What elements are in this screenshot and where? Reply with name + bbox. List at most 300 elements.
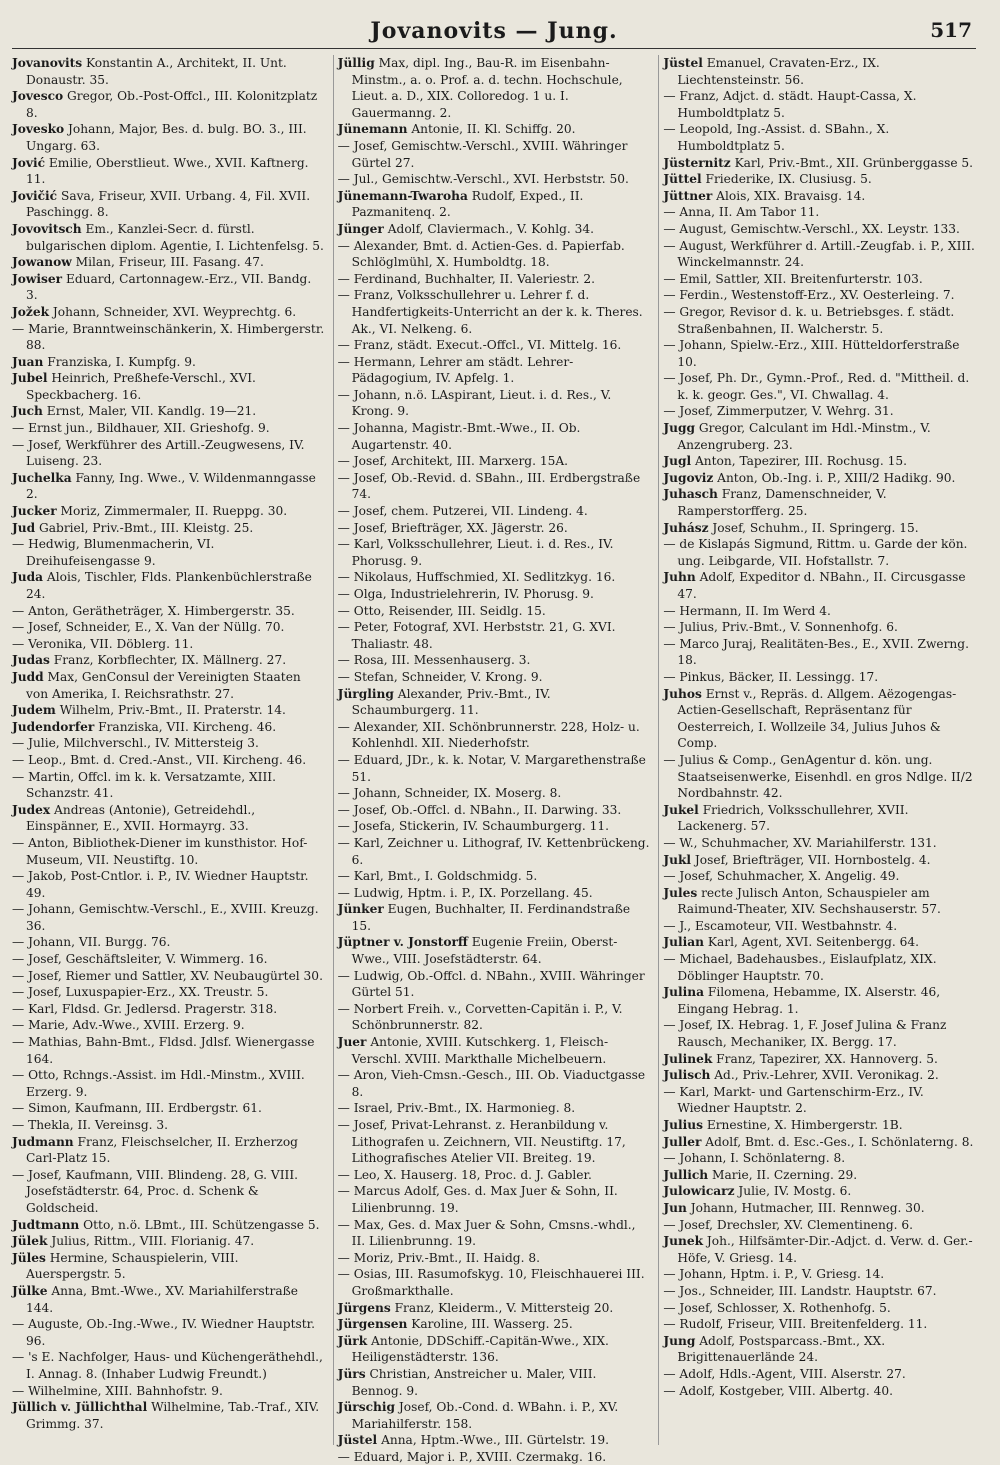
entry-details: Karoline, III. Wasserg. 25.	[411, 1317, 573, 1332]
entry-name: —	[337, 1449, 350, 1464]
entry-name: —	[663, 122, 676, 137]
directory-entry	[663, 520, 976, 537]
entry-details: Stefan, Schneider, V. Krong. 9.	[353, 669, 543, 684]
directory-entry	[663, 984, 976, 1017]
directory-entry	[663, 1316, 976, 1333]
directory-entry	[663, 271, 976, 288]
entry-name: —	[663, 288, 676, 303]
directory-entry	[338, 719, 651, 752]
entry-name: Jovesco	[12, 89, 64, 104]
entry-details: Hedwig, Blumenmacherin, VI. Dreihufeisengasse 9.	[26, 537, 215, 568]
entry-name: —	[12, 835, 25, 850]
entry-name: —	[12, 935, 25, 950]
entry-details: Julius, Rittm., VIII. Florianig. 47.	[51, 1234, 255, 1249]
entry-details: Franziska, I. Kumpfg. 9.	[47, 354, 196, 369]
directory-entry	[338, 171, 651, 188]
directory-entry	[12, 1349, 325, 1382]
entry-details: Marie, Adv.-Wwe., XVIII. Erzerg. 9.	[28, 1018, 245, 1033]
directory-entry	[12, 271, 325, 304]
entry-details: Adolf, Hdls.-Agent, VIII. Alserstr. 27.	[679, 1366, 906, 1381]
directory-entry	[12, 437, 325, 470]
entry-name: Jüsternitz	[663, 155, 731, 170]
entry-details: Alois, XIX. Bravaisg. 14.	[716, 188, 866, 203]
directory-entry	[663, 868, 976, 885]
entry-name: Julowicarz	[663, 1184, 735, 1199]
directory-entry	[12, 1017, 325, 1034]
entry-details: Heinrich, Preßhefe-Verschl., XVI. Speckbacherg. 16.	[26, 371, 256, 402]
entry-details: Anton, Tapezirer, III. Rochusg. 15.	[695, 454, 907, 469]
entry-name: —	[12, 1167, 25, 1182]
column-2	[333, 55, 651, 1464]
entry-name: Juer	[337, 1035, 367, 1050]
directory-entry	[663, 238, 976, 271]
entry-name: Jüllich v. Jüllichthal	[12, 1400, 148, 1415]
entry-name: Junek	[663, 1234, 704, 1249]
entry-details: Eugenie Freiin, Oberst-Wwe., VIII. Josefstädterstr. 64.	[351, 935, 618, 967]
directory-entry	[338, 1034, 651, 1067]
entry-details: Josef, Kaufmann, VIII. Blindeng. 28, G. VIII. Josefstädterstr. 64, Proc. d. Schenk & Goldscheid.	[26, 1167, 299, 1215]
entry-name: Judd	[12, 669, 44, 684]
directory-entry	[338, 934, 651, 967]
entry-details: Alexander, Priv.-Bmt., IV. Schaumburgerg. 11.	[351, 686, 551, 718]
entry-details: Aron, Vieh-Cmsn.-Gesch., III. Ob. Viaductgasse 8.	[351, 1068, 646, 1099]
running-title: Jovanovits — Jung.	[370, 18, 618, 44]
directory-entry	[12, 155, 325, 188]
entry-name: —	[663, 1383, 676, 1398]
entry-details: Eduard, Major i. P., XVIII. Czermakg. 16.	[353, 1449, 607, 1464]
entry-name: —	[337, 752, 350, 767]
entry-name: —	[663, 918, 676, 933]
entry-details: Josef, Schuhmacher, X. Angelig. 49.	[679, 869, 900, 884]
entry-name: Jünemann	[337, 122, 408, 137]
entry-name: Jünker	[337, 902, 384, 917]
directory-entry	[338, 188, 651, 221]
directory-entry	[663, 1333, 976, 1366]
entry-name: Jürgling	[337, 686, 394, 701]
entry-name: —	[663, 271, 676, 286]
directory-entry	[338, 1316, 651, 1333]
entry-name: —	[337, 1068, 350, 1083]
entry-details: Adolf, Postsparcass.-Bmt., XX. Brigittenauerlände 24.	[677, 1333, 886, 1365]
entry-name: —	[12, 1018, 25, 1033]
entry-name: —	[337, 387, 350, 402]
entry-details: Milan, Friseur, III. Fasang. 47.	[75, 255, 264, 270]
directory-entry	[12, 1134, 325, 1167]
entry-details: Adolf, Bmt. d. Esc.-Ges., I. Schönlaterng. 8.	[705, 1134, 974, 1149]
entry-name: —	[663, 304, 676, 319]
directory-entry	[338, 387, 651, 420]
entry-details: Osias, III. Rasumofskyg. 10, Fleischhauerei III. Großmarkthalle.	[351, 1267, 645, 1298]
entry-details: Johann, VII. Burgg. 76.	[28, 935, 171, 950]
entry-details: Franziska, VII. Kircheng. 46.	[98, 719, 277, 734]
entry-details: Anton, Bibliothek-Diener im kunsthistor. Hof-Museum, VII. Neustiftg. 10.	[26, 835, 308, 867]
entry-details: 's E. Nachfolger, Haus- und Küchengeräthehdl., I. Annag. 8. (Inhaber Ludwig Freundt.)	[26, 1350, 323, 1381]
entry-details: Wilhelm, Priv.-Bmt., II. Praterstr. 14.	[59, 703, 286, 718]
directory-entry	[338, 686, 651, 719]
entry-name: Juhász	[663, 520, 709, 535]
directory-entry	[12, 1117, 325, 1134]
entry-details: Josef, Gemischtw.-Verschl., XVIII. Währinger Gürtel 27.	[351, 138, 628, 170]
directory-entry	[663, 403, 976, 420]
directory-entry	[338, 885, 651, 902]
entry-name: Jüstel	[663, 56, 703, 70]
entry-name: —	[663, 1366, 676, 1381]
directory-entry	[338, 1399, 651, 1432]
directory-entry	[663, 1183, 976, 1200]
entry-details: Johanna, Magistr.-Bmt.-Wwe., II. Ob. Augartenstr. 40.	[351, 421, 581, 452]
entry-name: Jubel	[12, 371, 48, 386]
directory-entry	[663, 1134, 976, 1151]
directory-entry	[12, 603, 325, 620]
entry-details: Ferdinand, Buchhalter, II. Valeriestr. 2.	[353, 271, 595, 286]
entry-details: August, Gemischtw.-Verschl., XX. Leystr. 133.	[679, 221, 960, 236]
entry-details: Friedrich, Volksschullehrer, XVII. Lackenerg. 57.	[677, 802, 909, 834]
entry-details: Gabriel, Priv.-Bmt., III. Kleistg. 25.	[39, 520, 254, 535]
entry-details: Julius, Priv.-Bmt., V. Sonnenhofg. 6.	[679, 620, 898, 635]
entry-details: Nikolaus, Huffschmied, XI. Sedlitzkyg. 16.	[353, 570, 616, 585]
directory-entry	[12, 88, 325, 121]
entry-name: —	[337, 620, 350, 635]
directory-entry	[12, 968, 325, 985]
entry-details: Leopold, Ing.-Assist. d. SBahn., X. Humboldtplatz 5.	[677, 122, 890, 153]
directory-entry	[663, 486, 976, 519]
directory-entry	[338, 1117, 651, 1167]
directory-entry	[338, 138, 651, 171]
directory-entry	[12, 652, 325, 669]
entry-details: Adolf, Expeditor d. NBahn., II. Circusgasse 47.	[677, 570, 966, 601]
entry-name: Jülek	[12, 1234, 48, 1249]
directory-entry	[338, 453, 651, 470]
directory-entry	[338, 420, 651, 453]
directory-entry	[12, 1399, 325, 1432]
entry-details: Josef, Schuhm., II. Springerg. 15.	[712, 520, 919, 535]
directory-entry	[12, 1067, 325, 1100]
entry-details: Max, dipl. Ing., Bau-R. im Eisenbahn-Minstm., a. o. Prof. a. d. techn. Hochschule, Lieut. a. D., XIX. Colloredog. 1 u. I. Gauermanng. 2.	[351, 56, 623, 120]
entry-details: Anna, II. Am Tabor 11.	[679, 205, 820, 220]
entry-details: Johann, Schneider, XVI. Weyprechtg. 6.	[52, 304, 297, 319]
directory-entry	[338, 785, 651, 802]
directory-entry	[663, 669, 976, 686]
entry-name: —	[663, 1151, 676, 1166]
entry-name: Juhasch	[663, 487, 718, 502]
entry-name: Juhn	[663, 570, 696, 585]
directory-entry	[663, 636, 976, 669]
entry-name: —	[12, 421, 25, 436]
entry-details: Mathias, Bahn-Bmt., Fldsd. Jdlsf. Wienergasse 164.	[26, 1035, 315, 1066]
directory-entry	[12, 835, 325, 868]
entry-name: —	[12, 603, 25, 618]
entry-details: Karl, Markt- und Gartenschirm-Erz., IV. Wiedner Hauptstr. 2.	[677, 1084, 924, 1116]
entry-name: —	[12, 968, 25, 983]
entry-name: —	[337, 470, 350, 485]
entry-name: —	[337, 885, 350, 900]
entry-details: Eduard, Cartonnagew.-Erz., VII. Bandg. 3.	[26, 271, 312, 303]
entry-details: Johann, Schneider, IX. Moserg. 8.	[353, 786, 562, 801]
directory-entry	[338, 503, 651, 520]
directory-entry	[663, 204, 976, 221]
entry-details: Josef, Ph. Dr., Gymn.-Prof., Red. d. "Mittheil. d. k. k. geogr. Ges.", VI. Chwallag. 4.	[677, 371, 970, 402]
entry-name: Jukel	[663, 802, 699, 817]
entry-name: —	[663, 603, 676, 618]
entry-details: Auguste, Ob.-Ing.-Wwe., IV. Wiedner Hauptstr. 96.	[26, 1317, 316, 1348]
entry-name: —	[337, 819, 350, 834]
entry-details: Jos., Schneider, III. Landstr. Hauptstr. 67.	[679, 1283, 937, 1298]
entry-details: Jul., Gemischtw.-Verschl., XVI. Herbststr. 50.	[353, 172, 629, 187]
entry-name: —	[663, 537, 676, 552]
entry-name: —	[337, 587, 350, 601]
entry-name: —	[337, 719, 350, 734]
entry-details: Max, Ges. d. Max Juer & Sohn, Cmsns.-whdl., II. Lilienbrunng. 19.	[351, 1217, 636, 1249]
entry-name: Jüttel	[663, 172, 702, 187]
entry-details: Franz, Fleischselcher, II. Erzherzog Carl-Platz 15.	[26, 1134, 298, 1166]
entry-name: Jud	[12, 520, 36, 535]
entry-name: Jules	[663, 885, 698, 900]
entry-name: —	[337, 338, 350, 353]
entry-name: —	[663, 1267, 676, 1282]
entry-name: —	[12, 1317, 25, 1332]
directory-entry	[12, 536, 325, 569]
entry-name: —	[337, 1118, 350, 1132]
entry-name: —	[337, 1267, 350, 1282]
entry-details: Josef, Briefträger, XX. Jägerstr. 26.	[353, 520, 568, 535]
entry-details: Josef, Luxuspapier-Erz., XX. Treustr. 5.	[28, 985, 269, 1000]
entry-details: Adolf, Kostgeber, VIII. Albertg. 40.	[679, 1383, 893, 1398]
entry-details: Marie, Branntweinschänkerin, X. Himbergerstr. 88.	[26, 321, 325, 353]
directory-entry	[12, 370, 325, 403]
directory-entry	[663, 1017, 976, 1050]
directory-entry	[663, 1117, 976, 1134]
entry-name: —	[337, 1167, 350, 1182]
directory-entry	[12, 619, 325, 636]
directory-entry	[12, 569, 325, 602]
entry-details: Franz, Volksschullehrer u. Lehrer f. d. Handfertigkeits-Unterricht an der k. k. Theres. Ak., VI. Nelkeng. 6.	[351, 288, 643, 336]
directory-entry	[338, 752, 651, 785]
entry-name: Jüllig	[337, 56, 375, 70]
entry-name: —	[12, 1068, 25, 1083]
directory-entry	[338, 802, 651, 819]
page-header	[12, 14, 976, 49]
entry-details: Josefa, Stickerin, IV. Schaumburgerg. 11.	[353, 819, 610, 834]
entry-details: Wilhelmine, Tab.-Traf., XIV. Grimmg. 37.	[26, 1400, 320, 1431]
directory-entry	[338, 868, 651, 885]
directory-entry	[12, 221, 325, 254]
entry-name: —	[663, 1217, 676, 1232]
entry-details: Ernestine, X. Himbergerstr. 1B.	[706, 1118, 903, 1132]
directory-entry	[663, 1300, 976, 1317]
directory-entry	[338, 619, 651, 652]
directory-entry	[663, 951, 976, 984]
entry-name: —	[663, 1283, 676, 1298]
entry-name: —	[663, 404, 676, 419]
entry-name: Jovanovits	[12, 56, 83, 70]
directory-entry	[663, 188, 976, 205]
entry-details: Karl, Agent, XVI. Seitenbergg. 64.	[707, 935, 920, 950]
entry-name: —	[12, 1001, 25, 1016]
entry-name: Jović	[12, 155, 46, 170]
entry-details: Konstantin A., Architekt, II. Unt. Donaustr. 35.	[26, 56, 287, 87]
directory-entry	[338, 835, 651, 868]
entry-details: Moriz, Zimmermaler, II. Rueppg. 30.	[60, 504, 288, 519]
entry-name: Jun	[663, 1200, 687, 1215]
entry-details: Johann, n.ö. LAspirant, Lieut. i. d. Res., V. Krong. 9.	[351, 387, 612, 419]
entry-details: Sava, Friseur, XVII. Urbang. 4, Fil. XVII. Paschingg. 8.	[26, 188, 311, 220]
entry-name: Juchelka	[12, 470, 72, 485]
entry-name: —	[663, 221, 676, 236]
entry-details: Emil, Sattler, XII. Breitenfurterstr. 103.	[679, 271, 923, 286]
entry-name: —	[663, 338, 676, 353]
entry-name: —	[12, 1383, 25, 1398]
entry-details: Rosa, III. Messenhauserg. 3.	[353, 653, 531, 668]
entry-name: Juller	[663, 1134, 702, 1149]
entry-details: Anton, Ob.-Ing. i. P., XIII/2 Hadikg. 90.	[717, 470, 956, 485]
entry-name: Jugg	[663, 421, 696, 436]
entry-name: Julisch	[663, 1068, 711, 1083]
directory-entry	[12, 1001, 325, 1018]
directory-entry	[12, 304, 325, 321]
directory-entry	[663, 221, 976, 238]
entry-details: Ernst, Maler, VII. Kandlg. 19—21.	[46, 404, 257, 419]
entry-details: recte Julisch Anton, Schauspieler am Raimund-Theater, XIV. Sechshauserstr. 57.	[677, 885, 941, 917]
directory-entry	[12, 719, 325, 736]
directory-entry	[663, 752, 976, 802]
entry-name: —	[663, 952, 676, 967]
directory-entry	[663, 885, 976, 918]
entry-name: Julian	[663, 935, 704, 950]
entry-details: Josef, Briefträger, VII. Hornbostelg. 4.	[694, 852, 931, 867]
entry-details: Ludwig, Hptm. i. P., IX. Porzellang. 45.	[353, 885, 593, 900]
directory-entry	[12, 1167, 325, 1217]
directory-entry	[663, 470, 976, 487]
entry-details: Joh., Hilfsämter-Dir.-Adjct. d. Verw. d. Ger.-Höfe, V. Griesg. 14.	[677, 1234, 973, 1265]
directory-entry	[338, 818, 651, 835]
directory-entry	[338, 652, 651, 669]
directory-entry	[338, 569, 651, 586]
entry-details: Otto, Reisender, III. Seidlg. 15.	[353, 603, 546, 618]
entry-details: Karl, Bmt., I. Goldschmidg. 5.	[353, 869, 538, 884]
entry-details: W., Schuhmacher, XV. Mariahilferstr. 131.	[679, 835, 937, 850]
column-3	[658, 55, 976, 1445]
entry-name: —	[12, 1118, 25, 1132]
entry-details: Ferdin., Westenstoff-Erz., XV. Oesterleing. 7.	[679, 288, 955, 303]
entry-details: Olga, Industrielehrerin, IV. Phorusg. 9.	[353, 587, 594, 601]
entry-name: —	[337, 653, 350, 668]
entry-name: —	[663, 1084, 676, 1099]
entry-details: Israel, Priv.-Bmt., IX. Harmonieg. 8.	[353, 1101, 576, 1116]
entry-details: Gregor, Ob.-Post-Offcl., III. Kolonitzplatz 8.	[26, 89, 318, 120]
entry-name: Jovovitsch	[12, 221, 82, 236]
directory-entry	[663, 1067, 976, 1084]
entry-name: Jüptner v. Jonstorff	[337, 935, 468, 950]
entry-name: —	[337, 520, 350, 535]
directory-entry	[663, 1383, 976, 1400]
entry-name: —	[12, 869, 25, 884]
directory-entry	[12, 55, 325, 88]
entry-name: Jüttner	[663, 188, 713, 203]
entry-name: —	[337, 1217, 350, 1232]
entry-details: Anna, Hptm.-Wwe., III. Gürtelstr. 19.	[381, 1433, 609, 1448]
entry-details: Ernst jun., Bildhauer, XII. Grieshofg. 9.	[28, 421, 270, 436]
entry-details: Leo, X. Hauserg. 18, Proc. d. J. Gabler.	[353, 1167, 592, 1182]
entry-details: Josef, Drechsler, XV. Clementineng. 6.	[679, 1217, 914, 1232]
entry-details: Adolf, Claviermach., V. Kohlg. 34.	[387, 221, 595, 236]
directory-entry	[12, 934, 325, 951]
entry-name: —	[337, 238, 350, 253]
entry-name: Jugl	[663, 454, 692, 469]
entry-name: —	[12, 985, 25, 1000]
directory-entry	[338, 55, 651, 121]
entry-details: Martin, Offcl. im k. k. Versatzamte, XIII. Schanzstr. 41.	[26, 769, 276, 801]
entry-name: —	[12, 752, 25, 767]
directory-entry	[12, 470, 325, 503]
entry-name: Jürgens	[337, 1300, 391, 1315]
directory-entry	[12, 1250, 325, 1283]
directory-entry	[663, 1150, 976, 1167]
entry-details: Max, GenConsul der Vereinigten Staaten von Amerika, I. Reichsrathstr. 27.	[26, 669, 301, 701]
entry-name: Jürschig	[337, 1400, 396, 1415]
entry-name: —	[12, 952, 25, 967]
entry-details: Thekla, II. Vereinsg. 3.	[28, 1118, 169, 1132]
entry-name: —	[663, 636, 676, 651]
entry-details: Peter, Fotograf, XVI. Herbststr. 21, G. XVI. Thaliastr. 48.	[351, 620, 616, 651]
entry-name: —	[663, 669, 676, 684]
entry-details: Veronika, VII. Döblerg. 11.	[28, 636, 194, 651]
entry-name: —	[337, 968, 350, 983]
entry-details: Franz, Damenschneider, V. Ramperstorfferg. 25.	[677, 487, 887, 519]
entry-name: —	[337, 354, 350, 369]
entry-details: Gregor, Calculant im Hdl.-Minstm., V. Anzengruberg. 23.	[677, 421, 931, 452]
directory-entry	[663, 1366, 976, 1383]
entry-details: Karl, Priv.-Bmt., XII. Grünberggasse 5.	[734, 155, 974, 170]
entry-name: —	[663, 835, 676, 850]
directory-entry	[12, 121, 325, 154]
entry-details: Josef, IX. Hebrag. 1, F. Josef Julina & Franz Rausch, Mechaniker, IX. Bergg. 17.	[677, 1018, 947, 1050]
entry-name: —	[337, 271, 350, 286]
entry-details: de Kislapás Sigmund, Rittm. u. Garde der kön. ung. Leibgarde, VII. Hofstallstr. 7.	[677, 537, 968, 568]
entry-name: —	[337, 786, 350, 801]
entry-details: Josef, Werkführer des Artill.-Zeugwesens, IV. Luiseng. 23.	[26, 437, 305, 469]
directory-entry	[663, 1217, 976, 1234]
entry-details: Wilhelmine, XIII. Bahnhofstr. 9.	[28, 1383, 223, 1398]
directory-entry	[12, 403, 325, 420]
entry-details: Hermine, Schauspielerin, VIII. Auerspergstr. 5.	[26, 1250, 239, 1282]
entry-details: Otto, n.ö. LBmt., III. Schützengasse 5.	[83, 1217, 320, 1232]
entry-name: Jugoviz	[663, 470, 714, 485]
directory-entry	[338, 337, 651, 354]
entry-details: Franz, städt. Execut.-Offcl., VI. Mittelg. 16.	[353, 338, 622, 353]
entry-name: Jürgensen	[337, 1317, 408, 1332]
entry-details: Franz, Korbflechter, IX. Mällnerg. 27.	[53, 653, 287, 668]
entry-details: Johann, Major, Bes. d. bulg. BO. 3., III. Ungarg. 63.	[26, 122, 307, 153]
directory-entry	[663, 171, 976, 188]
directory-entry	[338, 1183, 651, 1216]
entry-details: Johann, I. Schönlaterng. 8.	[679, 1151, 846, 1166]
directory-entry	[12, 254, 325, 271]
entry-details: Julie, IV. Mostg. 6.	[738, 1184, 852, 1199]
entry-details: Christian, Anstreicher u. Maler, VIII. Bennog. 9.	[351, 1366, 597, 1398]
directory-entry	[663, 1084, 976, 1117]
entry-name: —	[337, 669, 350, 684]
entry-details: Em., Kanzlei-Secr. d. fürstl. bulgarischen diplom. Agentie, I. Lichtenfelsg. 5.	[26, 221, 324, 253]
directory-entry	[663, 619, 976, 636]
entry-name: Jovičić	[12, 188, 58, 203]
entry-name: —	[12, 902, 25, 917]
directory-entry	[338, 1366, 651, 1399]
directory-entry	[338, 586, 651, 603]
directory-entry	[12, 354, 325, 371]
directory-entry	[663, 1167, 976, 1184]
entry-details: Norbert Freih. v., Corvetten-Capitän i. P., V. Schönbrunnerstr. 82.	[351, 1001, 623, 1033]
entry-name: —	[337, 1001, 350, 1016]
